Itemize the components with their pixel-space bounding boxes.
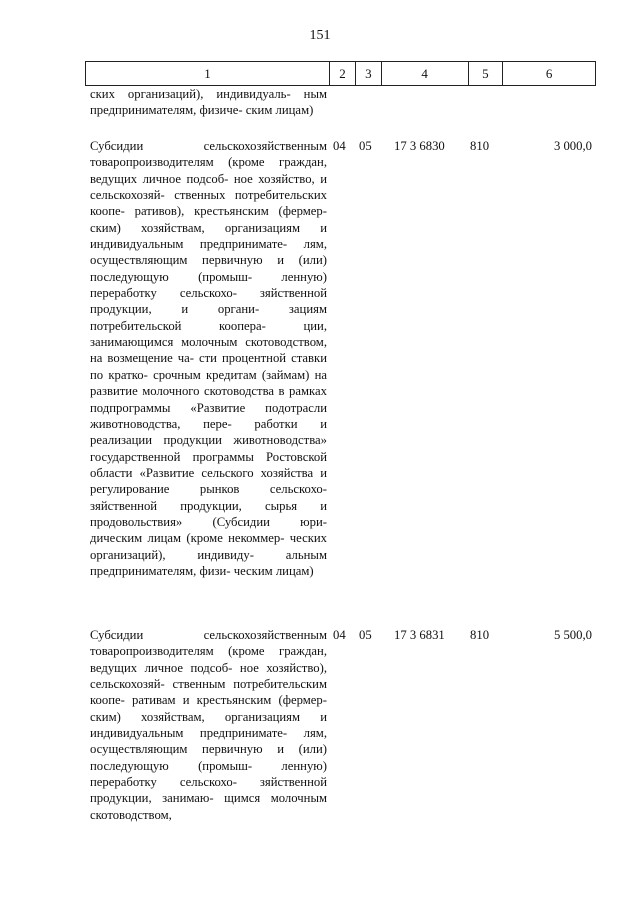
row-col-3: 05	[359, 139, 372, 153]
row-description: Субсидии сельскохозяйственным товаропроизводителям (кроме граждан, ведущих личное подсоб- ное хозяйство), сельскохозяй- ственным потребительским коопе- ративам и крестьянским (фермер- ским) хозяйствам, организациям и индивидуальным предпринимате- лям, осуществляющим первичную и (или) последующую (промыш- ленную) переработку сельскохо- зяйственной продукции, занимаю- щимся молочным скотоводством,	[90, 628, 327, 822]
row-col-2: 04	[333, 139, 346, 153]
row-col-3: 05	[359, 628, 372, 642]
row-col-6: 3 000,0	[553, 139, 592, 153]
row-col-4: 17 3 6830	[394, 139, 445, 153]
header-col-6: 6	[545, 66, 553, 81]
row-col-2: 04	[333, 628, 346, 642]
header-col-5: 5	[469, 62, 504, 85]
header-col-3: 3	[356, 62, 382, 85]
header-col-1: 1	[86, 62, 330, 85]
row-description: ских организаций), индивидуаль- ным предпринимателям, физиче- ским лицам)	[90, 87, 327, 118]
row-col-5: 810	[470, 628, 490, 642]
row-col-5: 810	[470, 139, 490, 153]
header-col-2: 2	[330, 62, 356, 85]
row-col-6: 5 500,0	[553, 628, 592, 642]
row-description: Субсидии сельскохозяйственным товаропроизводителям (кроме граждан, ведущих личное подсоб- ное хозяйство, и сельскохозяй- ственных потребительских коопе- ративов), крестьянским (фермер- ским) хозяйствам, организациям и индивидуальным предпринимате- лям, осуществляющим первичную и (или) последующую (промыш- ленную) переработку сельскохо- зяйственной продукции, и органи- зациям потребительской коопера- ции, занимающимся молочным скотоводством, на возмещение ча- сти процентной ставки по кратко- срочным кредитам (займам) на развитие молочного скотоводства в рамках подпрограммы «Развитие подотрасли животноводства, пере- работки и реализации продукции животноводства» государственной программы Ростовской области «Развитие сельского хозяйства и регулирование рынков сельскохо- зяйственной продукции, сырья и продовольствия» (Субсидии юри- дическим лицам (кроме некоммер- ческих организаций), индивиду- альным предпринимателям, физи- ческим лицам)	[90, 139, 327, 578]
table-header-row	[85, 61, 596, 86]
row-col-4: 17 3 6831	[394, 628, 445, 642]
header-col-4: 4	[382, 62, 469, 85]
page-number: 151	[309, 28, 331, 43]
